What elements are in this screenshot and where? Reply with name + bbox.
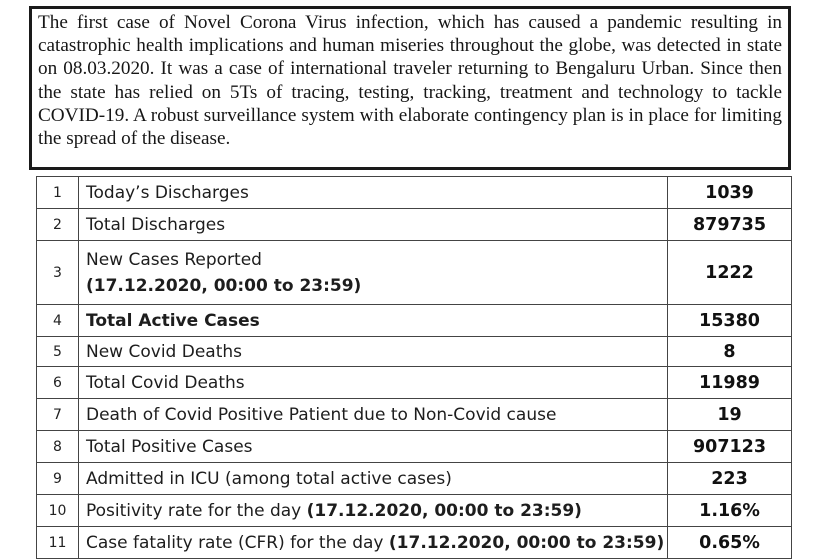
- row-number: 7: [37, 399, 79, 431]
- row-label: Case fatality rate (CFR) for the day: [86, 532, 384, 553]
- row-label: Total Covid Deaths: [79, 367, 668, 399]
- table-row: [37, 367, 792, 399]
- row-label: Total Discharges: [79, 209, 668, 241]
- row-number: 4: [37, 305, 79, 337]
- row-label: New Cases Reported: [86, 249, 262, 270]
- table-row: [37, 209, 792, 241]
- row-label: Death of Covid Positive Patient due to Non-Covid cause: [79, 399, 668, 431]
- row-value: 15380: [668, 305, 792, 337]
- row-label-date: (17.12.2020, 00:00 to 23:59): [388, 532, 665, 553]
- row-value: 1222: [668, 241, 792, 305]
- row-label: New Covid Deaths: [79, 337, 668, 367]
- row-number: 10: [37, 495, 79, 527]
- row-value: 879735: [668, 209, 792, 241]
- row-number: 6: [37, 367, 79, 399]
- row-label: Total Positive Cases: [79, 431, 668, 463]
- row-value: 1039: [668, 177, 792, 209]
- row-label: Admitted in ICU (among total active cases): [79, 463, 668, 495]
- row-number: 3: [37, 241, 79, 305]
- row-number: 1: [37, 177, 79, 209]
- table-row: [37, 337, 792, 367]
- row-number: 2: [37, 209, 79, 241]
- table-row: [37, 495, 792, 527]
- row-value: 19: [668, 399, 792, 431]
- row-number: 11: [37, 527, 79, 559]
- table-row: [37, 305, 792, 337]
- row-label-cell: [79, 495, 668, 527]
- row-value: 11989: [668, 367, 792, 399]
- row-label: Positivity rate for the day: [86, 500, 302, 521]
- table-row: [37, 177, 792, 209]
- table-row: [37, 463, 792, 495]
- row-value: 8: [668, 337, 792, 367]
- intro-text: The first case of Novel Corona Virus infection, which has caused a pandemic resulting in catastrophic health implications and human miseries throughout the globe, was detected in state on 08.03.2020. It was a case of international traveler returning to Bengaluru Urban. Since then the state has relied on 5Ts of tracing, testing, tracking, treatment and technology to tackle COVID-19. A robust surveillance system with elaborate contingency plan is in place for limiting the spread of the disease.: [38, 12, 782, 150]
- table-row: [37, 527, 792, 559]
- row-value: 1.16%: [668, 495, 792, 527]
- table-row: [37, 399, 792, 431]
- row-value: 907123: [668, 431, 792, 463]
- table-row: [37, 431, 792, 463]
- row-label: Today’s Discharges: [79, 177, 668, 209]
- row-number: 5: [37, 337, 79, 367]
- covid-stats-table: [36, 176, 792, 559]
- row-value: 0.65%: [668, 527, 792, 559]
- row-label-cell: [79, 241, 668, 305]
- row-value: 223: [668, 463, 792, 495]
- row-label-date: (17.12.2020, 00:00 to 23:59): [306, 500, 582, 521]
- row-number: 8: [37, 431, 79, 463]
- table-row: [37, 241, 792, 305]
- row-label: Total Active Cases: [79, 305, 668, 337]
- row-label-cell: [79, 527, 668, 559]
- intro-paragraph-box: [29, 6, 791, 170]
- row-number: 9: [37, 463, 79, 495]
- row-label-date: (17.12.2020, 00:00 to 23:59): [86, 275, 362, 296]
